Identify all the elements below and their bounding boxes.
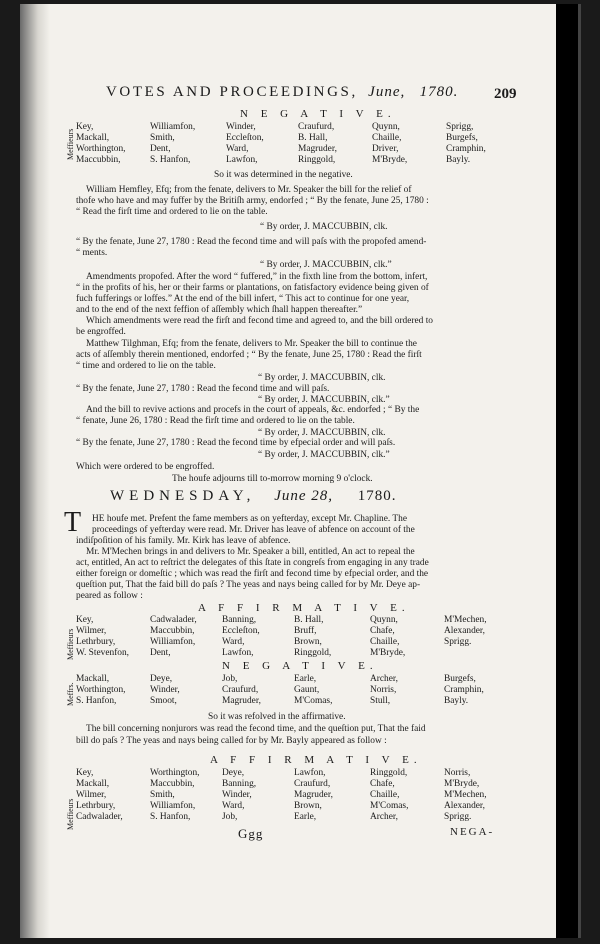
text-line: “ fenate, June 26, 1780 : Read the firſt time and ordered to lie on the table. [76,416,355,426]
member-name: Chafe, [370,626,395,636]
member-name: Sprigg, [446,122,474,132]
member-name: Brown, [294,801,322,811]
member-name: Cramphin, [446,144,486,154]
member-name: Job, [222,674,238,684]
member-name: Lethrbury, [76,637,116,647]
member-name: Bayly. [444,696,469,706]
member-name: B. Hall, [298,133,328,143]
text-line: fuch fufferings or loffes.” At the end of the bill infert, “ This act to continue for one year, [76,294,410,304]
vote2b-result: So it was refolved in the affirmative. [208,712,346,722]
member-name: Winder, [222,790,252,800]
member-name: Craufurd, [222,685,259,695]
member-name: Norris, [444,768,471,778]
member-name: Maccubbin, [76,155,121,165]
text-line: “ By order, J. MACCUBBIN, clk. [258,428,386,438]
member-name: Mackall, [76,674,110,684]
member-name: S. Hanfon, [150,155,191,165]
member-name: Cadwalader, [150,615,197,625]
member-name: Banning, [222,615,257,625]
member-name: Stull, [370,696,391,706]
running-head-text: VOTES AND PROCEEDINGS, [106,84,358,100]
member-name: M'Comas, [294,696,333,706]
member-name: Earle, [294,812,317,822]
text-line: proceedings of yefterday were read. Mr. Driver has leave of abfence on account of the [92,525,415,535]
member-name: Bruff, [294,626,317,636]
member-name: Lawfon, [226,155,258,165]
member-name: M'Bryde, [444,779,480,789]
vote3-side-label: Meffieurs [66,798,75,830]
member-name: Key, [76,122,94,132]
text-line: “ By the fenate, June 27, 1780 : Read the fecond time and will paſs with the propofed amend- [76,237,427,247]
member-name: Quynn, [372,122,400,132]
text-line: acts of aſſembly therein mentioned, endorfed ; “ By the fenate, June 25, 1780 : Read the firſt [76,350,422,360]
member-name: Bayly. [446,155,471,165]
member-name: Williamfon, [150,801,196,811]
member-name: Wilmer, [76,626,107,636]
text-line: “ time and ordered to lie on the table. [76,361,216,371]
text-line: Amendments propofed. After the word “ fuffered,” in the fixth line from the bottom, infert, [86,272,428,282]
member-name: Chaille, [372,133,402,143]
member-name: Burgefs, [446,133,478,143]
day-year: 1780. [357,488,397,504]
text-line: The bill concerning nonjurors was read the fecond time, and the queſtion put, That the faid [86,724,426,734]
member-name: M'Mechen, [444,790,487,800]
text-line: “ By order, J. MACCUBBIN, clk. [258,373,386,383]
text-line: Which amendments were read the firſt and fecond time and agreed to, and the bill ordered to [86,316,433,326]
member-name: Dent, [150,144,171,154]
member-name: Magruder, [222,696,261,706]
member-name: Ward, [222,637,245,647]
member-name: M'Bryde, [370,648,406,658]
member-name: Brown, [294,637,322,647]
text-line: “ in the profits of his, her or their farms or plantations, on fatisfactory evidence being given of [76,283,429,293]
member-name: Cadwalader, [76,812,123,822]
member-name: Archer, [370,812,398,822]
member-name: Worthington, [76,685,126,695]
member-name: Lawfon, [294,768,326,778]
member-name: Craufurd, [294,779,331,789]
text-line: “ By order, J. MACCUBBIN, clk. [260,222,388,232]
text-line: HE houfe met. Prefent the fame members as on yefterday, except Mr. Chapline. The [92,514,407,524]
member-name: Lawfon, [222,648,254,658]
member-name: Wilmer, [76,790,107,800]
member-name: M'Comas, [370,801,409,811]
member-name: Gaunt, [294,685,320,695]
text-line: either foreign or domeſtic ; which was read the firſt and fecond time by efpecial order, and the [76,569,429,579]
member-name: Winder, [150,685,180,695]
member-name: B. Hall, [294,615,324,625]
text-line: “ By the fenate, June 27, 1780 : Read the fecond time by efpecial order and will paſs. [76,438,396,448]
member-name: Dent, [150,648,171,658]
text-line: and to the end of the next feffion of aſſembly which ſhall happen thereafter.” [76,305,363,315]
signature-mark: Ggg [238,826,264,841]
day-date: June 28, [274,488,334,504]
member-name: Eccleſton, [222,626,260,636]
member-name: Chaille, [370,790,400,800]
member-name: Chaille, [370,637,400,647]
member-name: Job, [222,812,238,822]
member-name: S. Hanfon, [150,812,191,822]
text-line: indiſpoſition of his family. Mr. Kirk has leave of abfence. [76,536,291,546]
member-name: Ward, [226,144,249,154]
member-name: Smoot, [150,696,177,706]
text-line: queſtion put, That the faid bill do paſs ? The yeas and nays being called for by Mr. Deye ap- [76,580,421,590]
member-name: Williamfon, [150,122,196,132]
member-name: Mackall, [76,779,110,789]
member-name: Maccubbin, [150,626,195,636]
vote2a-side-label: Meffieurs [66,628,75,660]
text-line: bill do paſs ? The yeas and nays being called for by Mr. Bayly appeared as follow : [76,736,387,746]
text-line: Which were ordered to be engroffed. [76,462,215,472]
member-name: Eccleſton, [226,133,264,143]
running-head-month: June, [368,84,406,100]
page-number: 209 [494,86,517,102]
member-name: Cramphin, [444,685,484,695]
member-name: M'Mechen, [444,615,487,625]
text-line: William Hemfley, Efq; from the fenate, delivers to Mr. Speaker the bill for the relief of [86,185,412,195]
page-gutter-shadow [20,4,50,938]
member-name: Archer, [370,674,398,684]
running-head-year: 1780. [419,84,459,100]
member-name: Ringgold, [294,648,332,658]
text-line: “ By order, J. MACCUBBIN, clk.” [260,260,392,270]
vote1-heading: N E G A T I V E. [240,108,396,120]
book-spine-edge [556,4,578,938]
member-name: Maccubbin, [150,779,195,789]
vote1-result: So it was determined in the negative. [214,170,353,180]
member-name: Key, [76,768,94,778]
running-head-title [106,84,458,101]
member-name: Ward, [222,801,245,811]
member-name: Worthington, [150,768,200,778]
member-name: Key, [76,615,94,625]
member-name: Worthington, [76,144,126,154]
text-line: peared as follow : [76,591,143,601]
vote2b-side-label: Meffrs. [66,682,75,706]
text-line: act, entitled, An act to reſtrict the delegates of this ſtate in congreſs from engaging in any trade [76,558,429,568]
drop-cap-T: T [64,507,82,538]
member-name: W. Stevenfon, [76,648,130,658]
member-name: Quynn, [370,615,398,625]
member-name: Alexander, [444,801,486,811]
text-line: Matthew Tilghman, Efq; from the fenate, delivers to Mr. Speaker the bill to continue the [86,339,417,349]
vote2b-heading: N E G A T I V E. [222,660,378,672]
vote2a-heading: A F F I R M A T I V E. [198,602,410,614]
member-name: Smith, [150,133,175,143]
vote1-side-label: Meffieurs [66,128,75,160]
member-name: Burgefs, [444,674,476,684]
text-line: thofe who have and may fuffer by the Britiſh army, endorfed ; “ By the fenate, June 25, 1780 : [76,196,429,206]
text-line: “ Read the firſt time and ordered to lie on the table. [76,207,268,217]
member-name: Craufurd, [298,122,335,132]
member-name: Sprigg. [444,812,472,822]
text-line: “ By the fenate, June 27, 1780 : Read the fecond time and will paſs. [76,384,330,394]
text-line: Mr. M'Mechen brings in and delivers to Mr. Speaker a bill, entitled, An act to repeal the [86,547,415,557]
day-name: WEDNESDAY, [110,488,256,504]
member-name: Deye, [150,674,173,684]
catchword: NEGA- [450,826,495,838]
member-name: M'Bryde, [372,155,408,165]
member-name: Deye, [222,768,245,778]
text-line: be engroffed. [76,327,126,337]
member-name: Driver, [372,144,399,154]
member-name: Magruder, [298,144,337,154]
member-name: Banning, [222,779,257,789]
text-line: The houfe adjourns till to-morrow morning 9 o'clock. [172,474,373,484]
member-name: Magruder, [294,790,333,800]
text-line: And the bill to revive actions and procefs in the court of appeals, &c. endorfed ; “ By the [86,405,420,415]
text-line: “ ments. [76,248,108,258]
member-name: Chafe, [370,779,395,789]
member-name: S. Hanfon, [76,696,117,706]
member-name: Alexander, [444,626,486,636]
text-line: “ By order, J. MACCUBBIN, clk.” [258,450,390,460]
member-name: Winder, [226,122,256,132]
member-name: Sprigg. [444,637,472,647]
member-name: Smith, [150,790,175,800]
text-line: “ By order, J. MACCUBBIN, clk.” [258,395,390,405]
member-name: Mackall, [76,133,110,143]
member-name: Williamfon, [150,637,196,647]
day-heading [110,488,397,505]
member-name: Ringgold, [370,768,408,778]
member-name: Lethrbury, [76,801,116,811]
member-name: Ringgold, [298,155,336,165]
member-name: Norris, [370,685,397,695]
member-name: Earle, [294,674,317,684]
vote3-heading: A F F I R M A T I V E. [210,754,422,766]
